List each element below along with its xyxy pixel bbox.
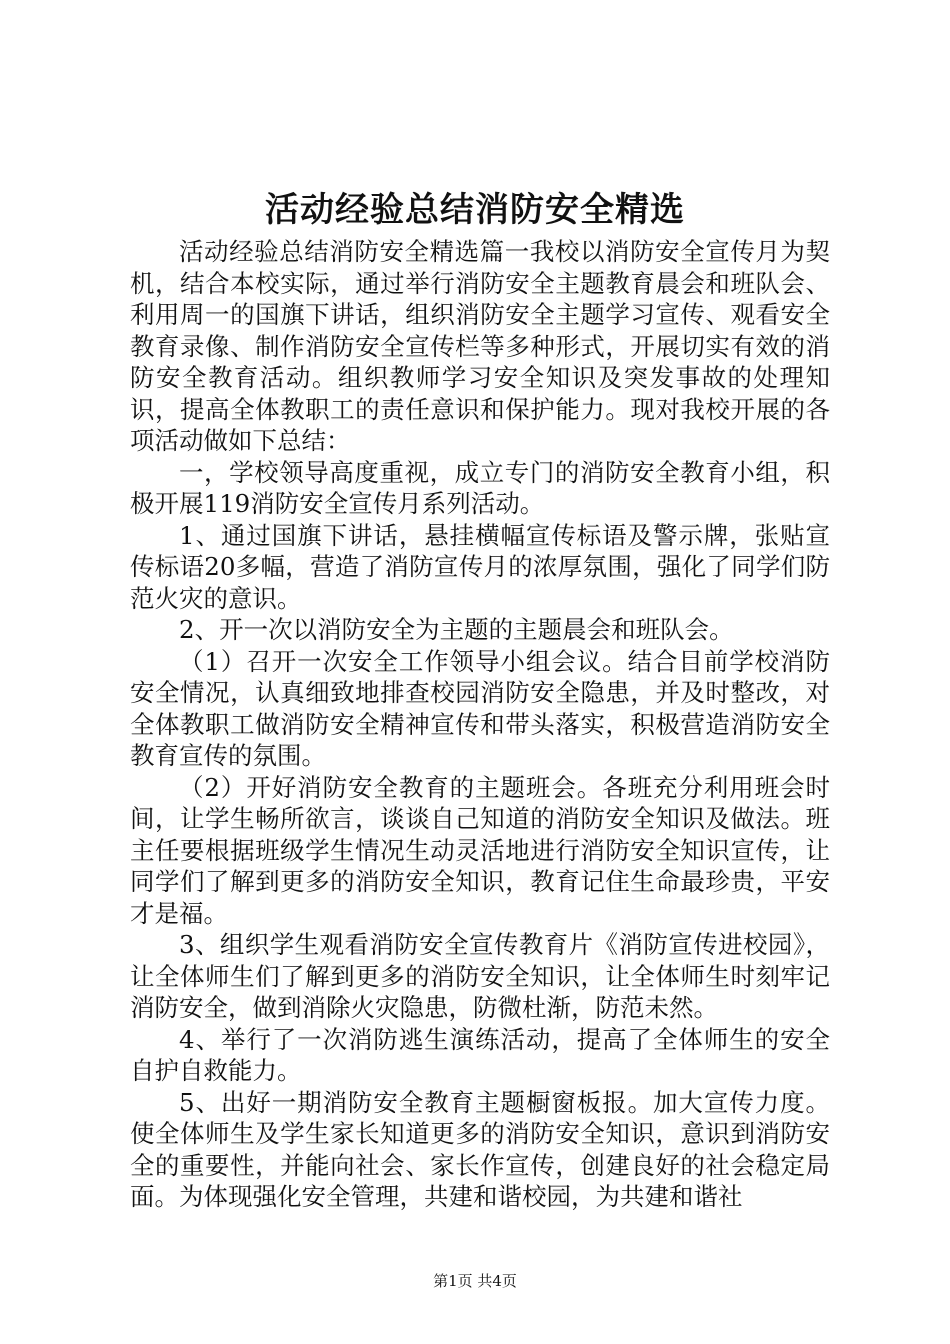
- paragraph: （1）召开一次安全工作领导小组会议。结合目前学校消防安全情况，认真细致地排查校园消防安全隐患，并及时整改，对全体教职工做消防安全精神宣传和带头落实，积极营造消防安全教育宣传的氛围。: [130, 646, 830, 770]
- document-title: 活动经验总结消防安全精选: [265, 190, 685, 230]
- paragraph: （2）开好消防安全教育的主题班会。各班充分利用班会时间，让学生畅所欲言，谈谈自己知道的消防安全知识及做法。班主任要根据班级学生情况生动灵活地进行消防安全知识宣传，让同学们了解到更多的消防安全知识，教育记住生命最珍贵，平安才是福。: [130, 772, 830, 928]
- paragraph: 一，学校领导高度重视，成立专门的消防安全教育小组，积极开展119消防安全宣传月系列活动。: [130, 457, 830, 518]
- paragraph: 1、通过国旗下讲话，悬挂横幅宣传标语及警示牌，张贴宣传标语20多幅，营造了消防宣传月的浓厚氛围，强化了同学们防范火灾的意识。: [130, 520, 830, 613]
- paragraph: 2、开一次以消防安全为主题的主题晨会和班队会。: [179, 615, 734, 644]
- paragraph: 活动经验总结消防安全精选篇一我校以消防安全宣传月为契机，结合本校实际，通过举行消防安全主题教育晨会和班队会、利用周一的国旗下讲话，组织消防安全主题学习宣传、观看安全教育录像、制作消防安全宣传栏等多种形式，开展切实有效的消防安全教育活动。组织教师学习安全知识及突发事故的处理知识，提高全体教职工的责任意识和保护能力。现对我校开展的各项活动做如下总结：: [130, 237, 830, 455]
- page-number-footer: 第1页 共4页: [433, 1272, 517, 1290]
- paragraph: 5、出好一期消防安全教育主题橱窗板报。加大宣传力度。使全体师生及学生家长知道更多的消防安全知识，意识到消防安全的重要性，并能向社会、家长作宣传，创建良好的社会稳定局面。为体现强化安全管理，共建和谐校园，为共建和谐社: [130, 1087, 830, 1211]
- document-body: [130, 236, 830, 1213]
- paragraph: 3、组织学生观看消防安全宣传教育片《消防宣传进校园》，让全体师生们了解到更多的消防安全知识，让全体师生时刻牢记消防安全，做到消除火灾隐患，防微杜渐，防范未然。: [130, 930, 830, 1022]
- paragraph: 4、举行了一次消防逃生演练活动，提高了全体师生的安全自护自救能力。: [130, 1024, 830, 1085]
